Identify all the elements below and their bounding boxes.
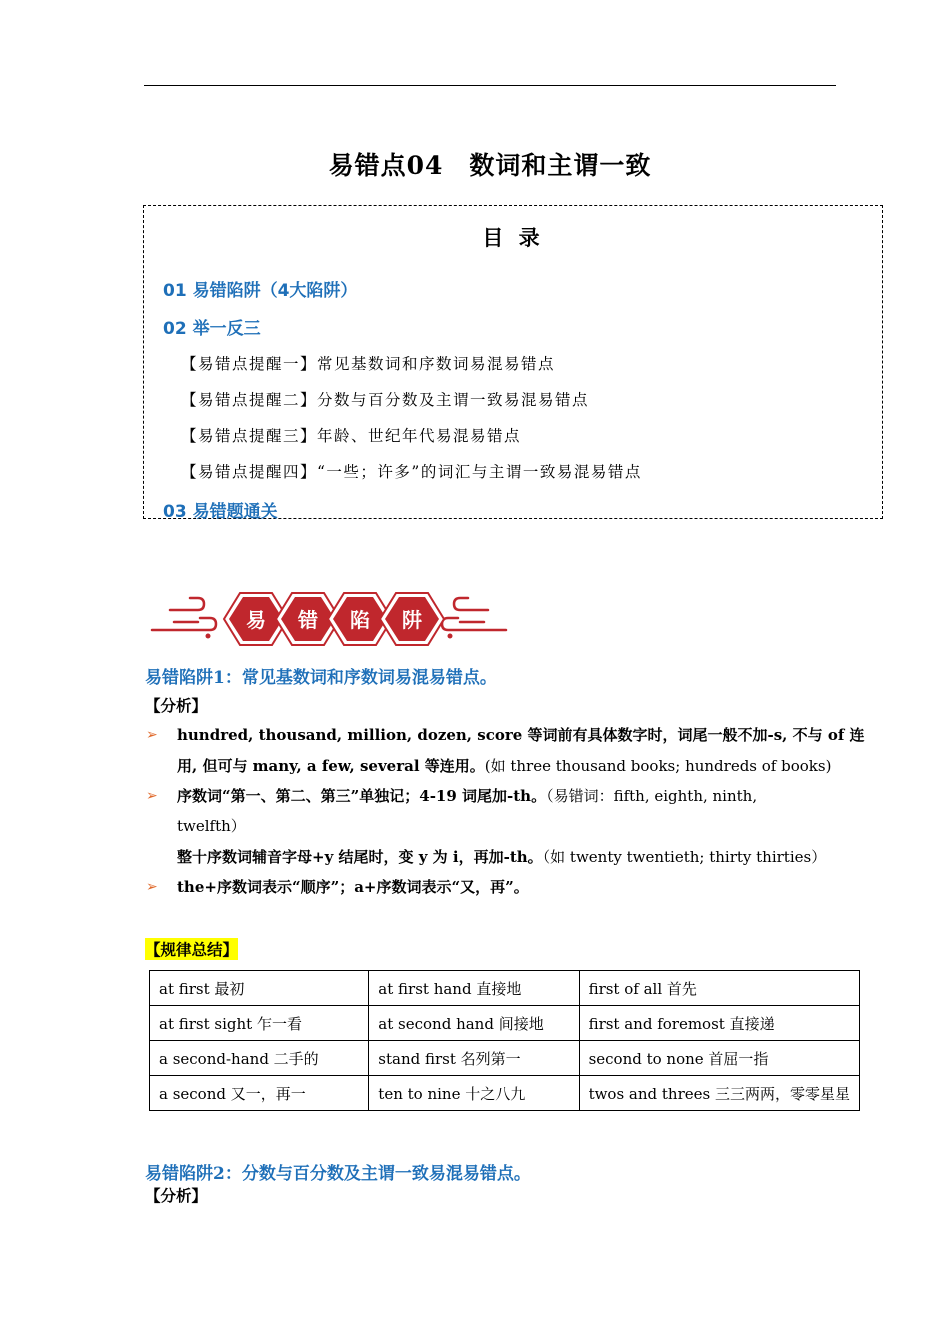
toc-subsection-2[interactable]: 【易错点提醒二】分数与百分数及主谓一致易混易错点 xyxy=(181,391,590,409)
trap-banner xyxy=(150,588,510,650)
table-cell: a second-hand 二手的 xyxy=(150,1041,369,1076)
table-cell: twos and threes 三三两两，零零星星 xyxy=(579,1076,859,1111)
toc-subsection-4[interactable]: 【易错点提醒四】“一些；许多”的词汇与主谓一致易混易错点 xyxy=(181,463,642,481)
table-cell: stand first 名列第一 xyxy=(369,1041,579,1076)
analysis-line-3: 序数词“第一、第二、第三”单独记；4-19 词尾加-th。（易错词：fifth, eighth, ninth, xyxy=(177,787,758,805)
analysis-line-2: 用, 但可与 many, a few, several 等连用。(如 three thousand books; hundreds of books) xyxy=(177,757,832,775)
banner-char-3: 陷 xyxy=(350,608,370,632)
table-row xyxy=(150,971,860,1006)
toc-section-2[interactable]: 02 举一反三 xyxy=(163,319,261,339)
right-ornament-icon xyxy=(442,598,506,639)
banner-char-2: 错 xyxy=(298,608,318,632)
table-cell: first and foremost 直接递 xyxy=(579,1006,859,1041)
trap-1-analysis-label: 【分析】 xyxy=(145,696,208,715)
rules-table xyxy=(149,970,860,1111)
table-cell: at first sight 乍一看 xyxy=(150,1006,369,1041)
trap-2-analysis-label: 【分析】 xyxy=(145,1186,208,1205)
analysis-line-4: twelfth） xyxy=(177,817,246,835)
bullet-arrow-icon: ➢ xyxy=(146,727,158,743)
toc-heading: 目 录 xyxy=(482,226,544,250)
analysis-line-5: 整十序数词辅音字母+y 结尾时，变 y 为 i，再加-th。（如 twenty twentieth; thirty thirties） xyxy=(177,848,827,866)
table-row xyxy=(150,1041,860,1076)
summary-label: 【规律总结】 xyxy=(145,940,239,959)
toc-section-1[interactable]: 01 易错陷阱（4大陷阱） xyxy=(163,281,358,301)
table-of-contents xyxy=(143,205,883,522)
table-cell: first of all 首先 xyxy=(579,971,859,1006)
bullet-arrow-icon: ➢ xyxy=(146,788,158,804)
table-row xyxy=(150,1006,860,1041)
table-cell: second to none 首屈一指 xyxy=(579,1041,859,1076)
analysis-line-6: the+序数词表示“顺序”；a+序数词表示“又，再”。 xyxy=(177,878,529,896)
header-rule xyxy=(144,85,836,86)
toc-subsection-1[interactable]: 【易错点提醒一】常见基数词和序数词易混易错点 xyxy=(181,355,556,373)
toc-section-3[interactable]: 03 易错题通关 xyxy=(163,502,278,522)
table-row xyxy=(150,1076,860,1111)
analysis-line-1: hundred, thousand, million, dozen, score 等词前有具体数字时，词尾一般不加-s, 不与 of 连 xyxy=(177,726,865,744)
table-cell: at first 最初 xyxy=(150,971,369,1006)
table-cell: a second 又一，再一 xyxy=(150,1076,369,1111)
trap-2-title: 易错陷阱2：分数与百分数及主谓一致易混易错点。 xyxy=(145,1164,531,1184)
table-cell: at second hand 间接地 xyxy=(369,1006,579,1041)
trap-1-title: 易错陷阱1：常见基数词和序数词易混易错点。 xyxy=(145,668,497,688)
table-cell: ten to nine 十之八九 xyxy=(369,1076,579,1111)
banner-char-4: 阱 xyxy=(402,608,422,632)
bullet-arrow-icon: ➢ xyxy=(146,879,158,895)
banner-char-1: 易 xyxy=(246,608,266,632)
left-ornament-icon xyxy=(152,598,216,639)
toc-subsection-3[interactable]: 【易错点提醒三】年龄、世纪年代易混易错点 xyxy=(181,427,522,445)
table-cell: at first hand 直接地 xyxy=(369,971,579,1006)
page-title: 易错点04 数词和主谓一致 xyxy=(328,151,652,180)
